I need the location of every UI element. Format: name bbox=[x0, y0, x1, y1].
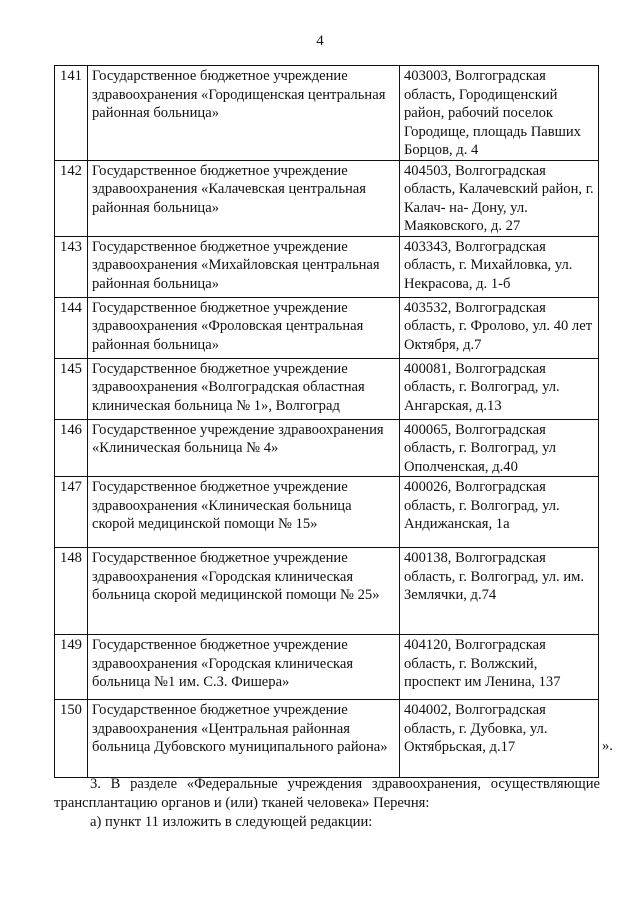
institution-address: 400138, Волгоградская область, г. Волгоград, ул. им. Землячки, д.74 bbox=[400, 548, 599, 635]
table-row bbox=[55, 160, 599, 236]
table-row bbox=[55, 236, 599, 297]
institution-address: 404002, Волгоградская область, г. Дубовка, ул. Октябрьская, д.17 bbox=[400, 700, 599, 778]
institution-name: Государственное бюджетное учреждение здравоохранения «Городищенская центральная районная больница» bbox=[88, 66, 400, 161]
institution-name: Государственное бюджетное учреждение здравоохранения «Фроловская центральная районная больница» bbox=[88, 297, 400, 358]
table-row bbox=[55, 66, 599, 161]
page-number: 4 bbox=[316, 33, 324, 49]
table-row bbox=[55, 635, 599, 700]
institution-address: 404120, Волгоградская область, г. Волжский, проспект им Ленина, 137 bbox=[400, 635, 599, 700]
institution-name: Государственное бюджетное учреждение здравоохранения «Городская клиническая больница скорой медицинской помощи № 25» bbox=[88, 548, 400, 635]
row-number: 146 bbox=[55, 419, 88, 477]
row-number: 144 bbox=[55, 297, 88, 358]
institution-name: Государственное бюджетное учреждение здравоохранения «Клиническая больница скорой медицинской помощи № 15» bbox=[88, 477, 400, 548]
institution-address: 404503, Волгоградская область, Калачевский район, г. Калач- на- Дону, ул. Маяковского, д. 27 bbox=[400, 160, 599, 236]
table-row bbox=[55, 358, 599, 419]
institution-address: 403343, Волгоградская область, г. Михайловка, ул. Некрасова, д. 1-б bbox=[400, 236, 599, 297]
institution-address: 400026, Волгоградская область, г. Волгоград, ул. Андижанская, 1а bbox=[400, 477, 599, 548]
table-row bbox=[55, 297, 599, 358]
institution-name: Государственное бюджетное учреждение здравоохранения «Городская клиническая больница №1 им. С.З. Фишера» bbox=[88, 635, 400, 700]
institution-address: 403532, Волгоградская область, г. Фролово, ул. 40 лет Октября, д.7 bbox=[400, 297, 599, 358]
institution-name: Государственное бюджетное учреждение здравоохранения «Калачевская центральная районная больница» bbox=[88, 160, 400, 236]
row-number: 150 bbox=[55, 700, 88, 778]
row-number: 145 bbox=[55, 358, 88, 419]
table-row bbox=[55, 700, 599, 778]
row-number: 147 bbox=[55, 477, 88, 548]
institution-name: Государственное бюджетное учреждение здравоохранения «Волгоградская областная клиническая больница № 1», Волгоград bbox=[88, 358, 400, 419]
paragraph-section-3: 3. В разделе «Федеральные учреждения здравоохранения, осуществляющие трансплантацию органов и (или) тканей человека» Перечня: bbox=[54, 776, 600, 811]
row-number: 148 bbox=[55, 548, 88, 635]
institution-address: 400081, Волгоградская область, г. Волгоград, ул. Ангарская, д.13 bbox=[400, 358, 599, 419]
row-number: 142 bbox=[55, 160, 88, 236]
table-row bbox=[55, 548, 599, 635]
row-number: 149 bbox=[55, 635, 88, 700]
closing-quote: ». bbox=[602, 738, 613, 754]
institution-address: 403003, Волгоградская область, Городищенский район, рабочий поселок Городище, площадь Павших Борцов, д. 4 bbox=[400, 66, 599, 161]
institution-name: Государственное бюджетное учреждение здравоохранения «Михайловская центральная районная больница» bbox=[88, 236, 400, 297]
table-row bbox=[55, 477, 599, 548]
paragraph-item-a: а) пункт 11 изложить в следующей редакции: bbox=[90, 814, 373, 830]
table-row bbox=[55, 419, 599, 477]
institution-name: Государственное учреждение здравоохранения «Клиническая больница № 4» bbox=[88, 419, 400, 477]
row-number: 141 bbox=[55, 66, 88, 161]
hospital-table bbox=[54, 65, 599, 778]
row-number: 143 bbox=[55, 236, 88, 297]
institution-address: 400065, Волгоградская область, г. Волгоград, ул Ополченская, д.40 bbox=[400, 419, 599, 477]
institution-name: Государственное бюджетное учреждение здравоохранения «Центральная районная больница Дубовского муниципального района» bbox=[88, 700, 400, 778]
